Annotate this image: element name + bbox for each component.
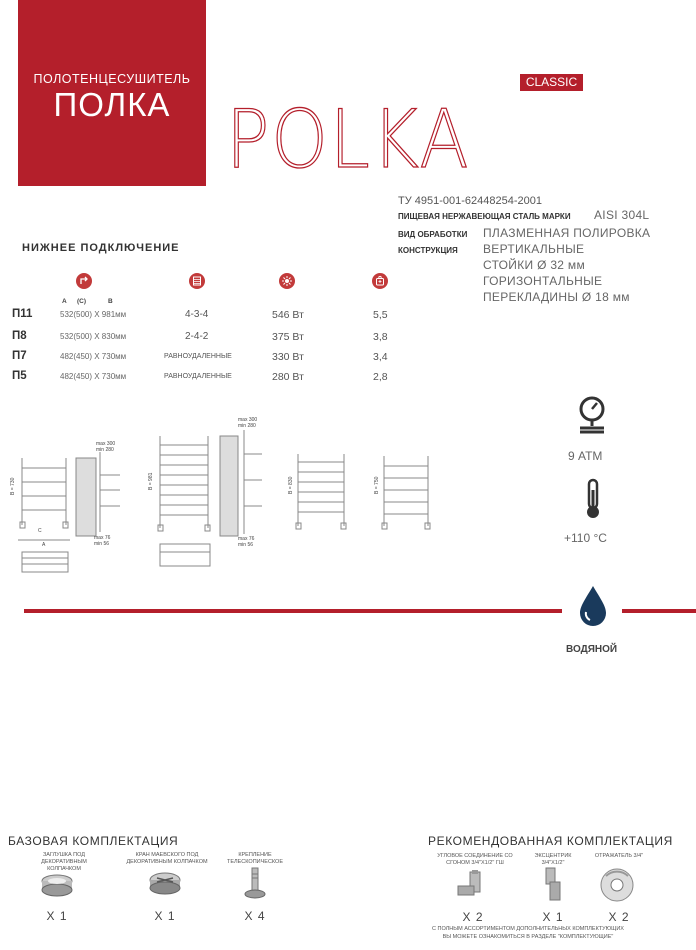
dim-label-max300: max 300 (96, 441, 116, 447)
thermometer-icon (584, 478, 602, 520)
row-dims: 482(450) X 730мм (60, 352, 127, 361)
divider-left (24, 609, 562, 613)
row-scheme: РАВНОУДАЛЕННЫЕ (164, 353, 232, 360)
dim-label-b750: B = 750 (374, 476, 380, 494)
heating-type: ВОДЯНОЙ (566, 644, 618, 655)
divider-right (622, 609, 696, 613)
water-drop-icon (576, 584, 610, 628)
kit-item-caption: КРЕПЛЕНИЕ ТЕЛЕСКОПИЧЕСКОЕ (227, 852, 283, 865)
spec-value-construction: ВЕРТИКАЛЬНЫЕ (483, 242, 585, 256)
plug-cap-icon (40, 872, 74, 898)
brand-category: ПОЛОТЕНЦЕСУШИТЕЛЬ (33, 72, 191, 86)
dim-label-min56: min 56 (94, 541, 110, 547)
dim-label-c: C (38, 528, 42, 534)
dim-label-max76: max 76 (94, 535, 111, 541)
telescopic-mount-icon (243, 866, 267, 900)
kit-item-qty: X 1 (154, 909, 176, 923)
weight-icon (372, 273, 388, 289)
spec-extra-line: ПЕРЕКЛАДИНЫ Ø 18 мм (483, 290, 630, 304)
model-title: POLKA (226, 93, 471, 186)
technical-drawings (8, 410, 448, 580)
spec-value-finish: ПЛАЗМЕННАЯ ПОЛИРОВКА (483, 226, 651, 240)
connection-dimensions-icon (76, 273, 92, 289)
row-power: 546 Вт (272, 309, 304, 321)
row-scheme: 4-3-4 (185, 309, 209, 320)
brand-box (18, 0, 206, 186)
row-model: П7 (12, 350, 27, 362)
dim-subheader-b: B (108, 298, 113, 305)
row-model: П8 (12, 330, 27, 342)
basic-kit-title: БАЗОВАЯ КОМПЛЕКТАЦИЯ (8, 834, 179, 848)
row-model: П11 (12, 308, 33, 320)
footnote-line-1: С ПОЛНЫМ АССОРТИМЕНТОМ ДОПОЛНИТЕЛЬНЫХ КОМПЛЕКТУЮЩИХ (432, 926, 624, 932)
dim-label-b730: B = 730 (10, 477, 16, 495)
dim-subheader-c: (C) (77, 298, 87, 305)
row-dims: 482(450) X 730мм (60, 372, 127, 381)
mayevsky-valve-icon (148, 870, 182, 898)
dim-label-b981: B = 981 (148, 472, 154, 490)
connection-title: НИЖНЕЕ ПОДКЛЮЧЕНИЕ (22, 242, 180, 254)
row-weight: 3,8 (373, 331, 388, 343)
dim-label-max76: max 76 (238, 536, 255, 542)
row-dims: 532(500) X 981мм (60, 310, 127, 319)
row-power: 280 Вт (272, 371, 304, 383)
kit-item-qty: X 2 (608, 910, 630, 924)
footnote-line-2: ВЫ МОЖЕТЕ ОЗНАКОМИТЬСЯ В РАЗДЕЛЕ "КОМПЛЕКТУЮЩИЕ" (442, 934, 614, 940)
row-scheme: РАВНОУДАЛЕННЫЕ (164, 373, 232, 380)
kit-item-caption: ЗАГЛУШКА ПОД ДЕКОРАТИВНЫМ КОЛПАЧКОМ (41, 852, 87, 872)
kit-item-caption: ЭКСЦЕНТРИК 3/4"X1/2" (534, 853, 572, 866)
dim-label-max300: max 300 (238, 417, 258, 423)
spec-value-steel: AISI 304L (594, 208, 650, 222)
kit-item-caption: ОТРАЖАТЕЛЬ 3/4" (594, 853, 644, 859)
kit-item-qty: X 2 (462, 910, 484, 924)
reflector-icon (598, 868, 636, 902)
dim-subheader-a: A (62, 298, 67, 305)
row-weight: 5,5 (373, 309, 388, 321)
spec-label-finish: ВИД ОБРАБОТКИ (398, 230, 468, 239)
dim-label-min56: min 56 (238, 542, 254, 548)
row-weight: 3,4 (373, 351, 388, 363)
row-power: 330 Вт (272, 351, 304, 363)
temperature-value: +110 °C (564, 531, 607, 545)
dim-label-min280: min 280 (96, 447, 114, 453)
row-scheme: 2-4-2 (185, 331, 209, 342)
row-power: 375 Вт (272, 331, 304, 343)
kit-item-caption: КРАН МАЕВСКОГО ПОД ДЕКОРАТИВНЫМ КОЛПАЧКОМ (126, 852, 208, 865)
dim-label-b830: B = 830 (288, 476, 294, 494)
spec-label-construction: КОНСТРУКЦИЯ (398, 246, 458, 255)
spec-extra-line: ГОРИЗОНТАЛЬНЫЕ (483, 274, 603, 288)
eccentric-icon (540, 866, 566, 902)
spec-extra-line: СТОЙКИ Ø 32 мм (483, 258, 586, 272)
dim-label-a: A (42, 542, 46, 548)
pressure-value: 9 АТМ (568, 449, 603, 463)
kit-item-caption: УГЛОВОЕ СОЕДИНЕНИЕ СО СГОНОМ 3/4"X1/2" ГШ (437, 853, 513, 866)
crossbar-scheme-icon (189, 273, 205, 289)
pressure-gauge-icon (575, 395, 609, 435)
kit-item-qty: X 1 (542, 910, 564, 924)
dim-label-min280: min 280 (238, 423, 256, 429)
heat-power-icon (279, 273, 295, 289)
kit-item-qty: X 1 (46, 909, 68, 923)
angle-connector-icon (456, 868, 490, 902)
recommended-kit-title: РЕКОМЕНДОВАННАЯ КОМПЛЕКТАЦИЯ (428, 834, 673, 848)
series-badge: CLASSIC (520, 74, 583, 91)
row-model: П5 (12, 370, 27, 382)
row-weight: 2,8 (373, 371, 388, 383)
spec-label-steel: ПИЩЕВАЯ НЕРЖАВЕЮЩАЯ СТАЛЬ МАРКИ (398, 212, 571, 221)
row-dims: 532(500) X 830мм (60, 332, 127, 341)
kit-item-qty: X 4 (244, 909, 266, 923)
brand-name: ПОЛКА (53, 86, 171, 123)
tu-standard: ТУ 4951-001-62448254-2001 (398, 195, 542, 207)
